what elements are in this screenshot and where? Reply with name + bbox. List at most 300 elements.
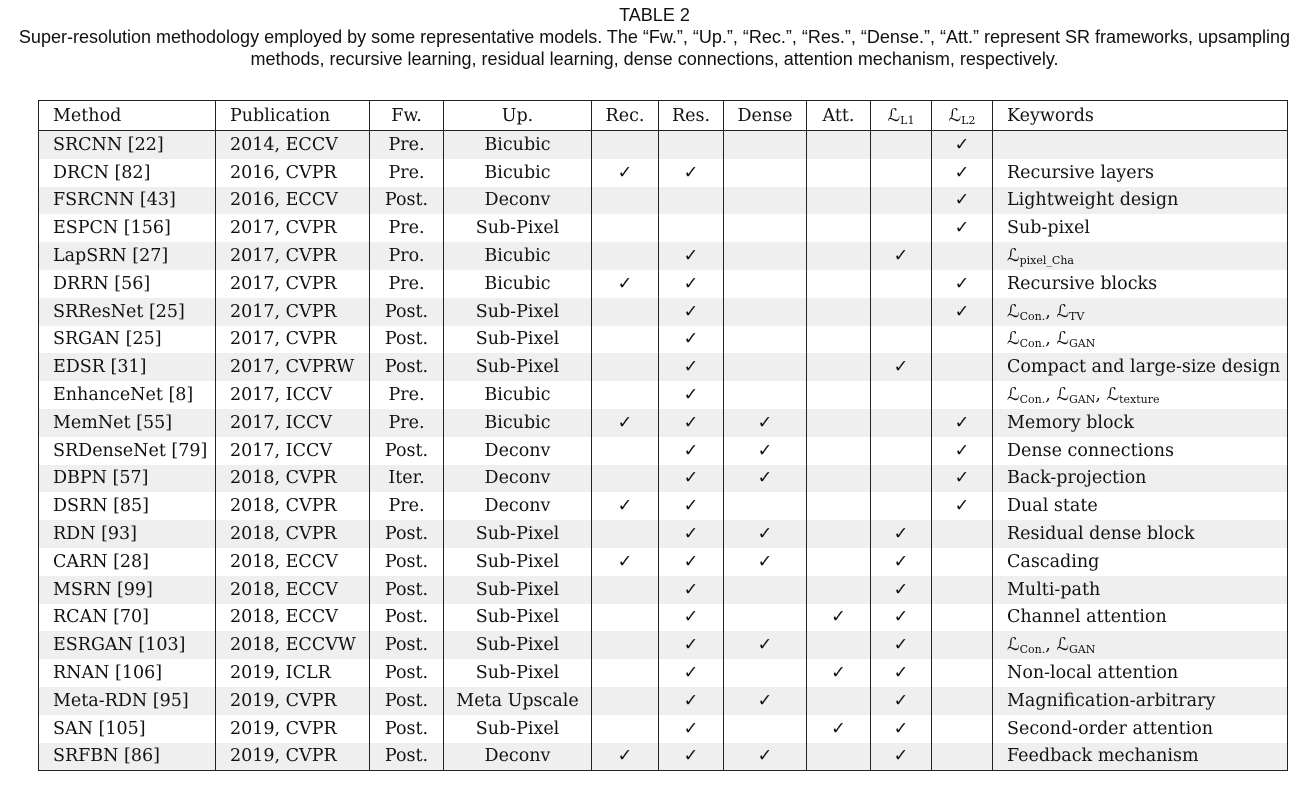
dense-check-cell (724, 298, 807, 326)
checkmark-icon: ✓ (683, 607, 699, 628)
method-cell: SAN [105] (39, 715, 216, 743)
keywords-cell: Multi-path (993, 576, 1288, 604)
table-row (39, 381, 1288, 409)
recursive-check-cell (592, 159, 659, 187)
header-att: Att. (807, 101, 871, 131)
l2-loss-check-cell (932, 381, 993, 409)
dense-check-cell (724, 242, 807, 270)
header-up: Up. (444, 101, 592, 131)
residual-check-cell (659, 187, 724, 215)
table-body (39, 131, 1288, 771)
checkmark-icon: ✓ (954, 440, 970, 461)
loss-symbol: ℒ (1007, 301, 1020, 322)
method-cell: RNAN [106] (39, 659, 216, 687)
publication-cell: 2014, ECCV (216, 131, 370, 159)
checkmark-icon: ✓ (683, 468, 699, 489)
method-cell: SRCNN [22] (39, 131, 216, 159)
recursive-check-cell (592, 242, 659, 270)
l1-loss-check-cell (871, 298, 932, 326)
header-l1-symbol: ℒ (887, 105, 901, 126)
checkmark-icon: ✓ (683, 246, 699, 267)
residual-check-cell (659, 687, 724, 715)
checkmark-icon: ✓ (617, 496, 633, 517)
dense-check-cell (724, 214, 807, 242)
attention-check-cell (807, 659, 871, 687)
l1-loss-check-cell (871, 270, 932, 298)
residual-check-cell (659, 715, 724, 743)
checkmark-icon: ✓ (683, 385, 699, 406)
method-cell: DRCN [82] (39, 159, 216, 187)
publication-cell: 2018, CVPR (216, 492, 370, 520)
framework-cell: Post. (370, 743, 444, 771)
l2-loss-check-cell (932, 159, 993, 187)
l2-loss-check-cell (932, 715, 993, 743)
table-row (39, 409, 1288, 437)
table-row (39, 326, 1288, 354)
recursive-check-cell (592, 381, 659, 409)
upsampling-cell: Bicubic (444, 131, 592, 159)
residual-check-cell (659, 242, 724, 270)
residual-check-cell (659, 353, 724, 381)
checkmark-icon: ✓ (683, 329, 699, 350)
recursive-check-cell (592, 298, 659, 326)
loss-subscript: GAN (1068, 643, 1096, 657)
loss-subscript: Con. (1019, 643, 1046, 657)
l2-loss-check-cell (932, 548, 993, 576)
residual-check-cell (659, 659, 724, 687)
checkmark-icon: ✓ (683, 357, 699, 378)
checkmark-icon: ✓ (893, 357, 909, 378)
l1-loss-check-cell (871, 631, 932, 659)
attention-check-cell (807, 743, 871, 771)
framework-cell: Post. (370, 353, 444, 381)
publication-cell: 2018, ECCV (216, 576, 370, 604)
keywords-cell: Feedback mechanism (993, 743, 1288, 771)
dense-check-cell (724, 381, 807, 409)
keywords-cell: ℒ$_{Con.}$, ℒ$_{GAN}$ (993, 631, 1288, 659)
attention-check-cell (807, 604, 871, 632)
framework-cell: Pre. (370, 214, 444, 242)
table-row (39, 298, 1288, 326)
table-row (39, 214, 1288, 242)
residual-check-cell (659, 743, 724, 771)
table-row (39, 659, 1288, 687)
dense-check-cell (724, 492, 807, 520)
loss-subscript: TV (1068, 309, 1085, 323)
dense-check-cell (724, 465, 807, 493)
publication-cell: 2016, CVPR (216, 159, 370, 187)
table-row (39, 492, 1288, 520)
checkmark-icon: ✓ (683, 496, 699, 517)
table-row (39, 743, 1288, 771)
l1-loss-check-cell (871, 520, 932, 548)
attention-check-cell (807, 353, 871, 381)
publication-cell: 2017, CVPR (216, 214, 370, 242)
upsampling-cell: Deconv (444, 492, 592, 520)
l1-loss-check-cell (871, 381, 932, 409)
l1-loss-check-cell (871, 492, 932, 520)
checkmark-icon: ✓ (893, 746, 909, 767)
checkmark-icon: ✓ (893, 663, 909, 684)
attention-check-cell (807, 520, 871, 548)
residual-check-cell (659, 159, 724, 187)
l1-loss-check-cell (871, 548, 932, 576)
checkmark-icon: ✓ (893, 718, 909, 739)
upsampling-cell: Sub-Pixel (444, 715, 592, 743)
keywords-cell: Recursive blocks (993, 270, 1288, 298)
table-row (39, 353, 1288, 381)
keywords-cell: Second-order attention (993, 715, 1288, 743)
l1-loss-check-cell (871, 687, 932, 715)
l2-loss-check-cell (932, 270, 993, 298)
checkmark-icon: ✓ (683, 746, 699, 767)
header-dense: Dense (724, 101, 807, 131)
upsampling-cell: Sub-Pixel (444, 214, 592, 242)
l1-loss-check-cell (871, 353, 932, 381)
table-row (39, 437, 1288, 465)
framework-cell: Post. (370, 520, 444, 548)
upsampling-cell: Sub-Pixel (444, 548, 592, 576)
header-l2-subscript: L2 (961, 113, 976, 127)
attention-check-cell (807, 131, 871, 159)
recursive-check-cell (592, 187, 659, 215)
dense-check-cell (724, 437, 807, 465)
upsampling-cell: Sub-Pixel (444, 298, 592, 326)
residual-check-cell (659, 326, 724, 354)
attention-check-cell (807, 548, 871, 576)
upsampling-cell: Meta Upscale (444, 687, 592, 715)
method-cell: RDN [93] (39, 520, 216, 548)
checkmark-icon: ✓ (893, 246, 909, 267)
residual-check-cell (659, 270, 724, 298)
table-row (39, 604, 1288, 632)
table-row (39, 242, 1288, 270)
table-row (39, 131, 1288, 159)
checkmark-icon: ✓ (757, 635, 773, 656)
method-cell: MSRN [99] (39, 576, 216, 604)
framework-cell: Post. (370, 437, 444, 465)
checkmark-icon: ✓ (757, 746, 773, 767)
residual-check-cell (659, 631, 724, 659)
checkmark-icon: ✓ (757, 412, 773, 433)
l1-loss-check-cell (871, 187, 932, 215)
checkmark-icon: ✓ (617, 273, 633, 294)
table-row (39, 715, 1288, 743)
residual-check-cell (659, 298, 724, 326)
dense-check-cell (724, 131, 807, 159)
checkmark-icon: ✓ (757, 551, 773, 572)
checkmark-icon: ✓ (954, 134, 970, 155)
framework-cell: Post. (370, 687, 444, 715)
l1-loss-check-cell (871, 715, 932, 743)
method-cell: LapSRN [27] (39, 242, 216, 270)
checkmark-icon: ✓ (831, 607, 846, 628)
attention-check-cell (807, 187, 871, 215)
publication-cell: 2018, CVPR (216, 520, 370, 548)
loss-subscript: texture (1119, 393, 1160, 407)
keywords-cell (993, 131, 1288, 159)
loss-symbol: ℒ (1056, 385, 1069, 406)
checkmark-icon: ✓ (954, 468, 970, 489)
upsampling-cell: Bicubic (444, 159, 592, 187)
keywords-cell: Residual dense block (993, 520, 1288, 548)
method-cell: EDSR [31] (39, 353, 216, 381)
loss-symbol: ℒ (1007, 635, 1020, 656)
recursive-check-cell (592, 214, 659, 242)
checkmark-icon: ✓ (831, 663, 846, 684)
header-keywords: Keywords (993, 101, 1288, 131)
method-cell: SRFBN [86] (39, 743, 216, 771)
l1-loss-check-cell (871, 659, 932, 687)
header-method: Method (39, 101, 216, 131)
checkmark-icon: ✓ (617, 746, 633, 767)
upsampling-cell: Sub-Pixel (444, 326, 592, 354)
residual-check-cell (659, 131, 724, 159)
l2-loss-check-cell (932, 214, 993, 242)
table-description: Super-resolution methodology employed by some representative models. The “Fw.”, “Up.”, “Rec.”, “Res.”, “Dense.”, “Att.” represent SR frameworks, upsampling methods, recursive learning, residual learning, dense connections, attention mechanism, respectively. (18, 27, 1291, 69)
keywords-cell: Magnification-arbitrary (993, 687, 1288, 715)
l2-loss-check-cell (932, 604, 993, 632)
publication-cell: 2019, CVPR (216, 715, 370, 743)
keywords-cell: ℒ$_{Con.}$, ℒ$_{TV}$ (993, 298, 1288, 326)
method-cell: DBPN [57] (39, 465, 216, 493)
attention-check-cell (807, 242, 871, 270)
l1-loss-check-cell (871, 409, 932, 437)
publication-cell: 2019, CVPR (216, 743, 370, 771)
checkmark-icon: ✓ (683, 635, 699, 656)
checkmark-icon: ✓ (617, 412, 633, 433)
loss-symbol: ℒ (1007, 385, 1020, 406)
framework-cell: Post. (370, 326, 444, 354)
checkmark-icon: ✓ (683, 690, 699, 711)
table-caption (0, 4, 1309, 70)
method-cell: FSRCNN [43] (39, 187, 216, 215)
dense-check-cell (724, 520, 807, 548)
l2-loss-check-cell (932, 187, 993, 215)
upsampling-cell: Sub-Pixel (444, 353, 592, 381)
loss-symbol: ℒ (1106, 385, 1120, 406)
method-cell: SRResNet [25] (39, 298, 216, 326)
checkmark-icon: ✓ (954, 496, 970, 517)
l2-loss-check-cell (932, 631, 993, 659)
dense-check-cell (724, 548, 807, 576)
checkmark-icon: ✓ (954, 301, 970, 322)
dense-check-cell (724, 659, 807, 687)
l2-loss-check-cell (932, 576, 993, 604)
header-row (39, 101, 1288, 131)
l2-loss-check-cell (932, 492, 993, 520)
publication-cell: 2018, ECCVW (216, 631, 370, 659)
recursive-check-cell (592, 743, 659, 771)
l2-loss-check-cell (932, 409, 993, 437)
l2-loss-check-cell (932, 659, 993, 687)
dense-check-cell (724, 409, 807, 437)
dense-check-cell (724, 353, 807, 381)
attention-check-cell (807, 381, 871, 409)
method-cell: RCAN [70] (39, 604, 216, 632)
attention-check-cell (807, 159, 871, 187)
keywords-cell: Dense connections (993, 437, 1288, 465)
checkmark-icon: ✓ (954, 218, 970, 239)
recursive-check-cell (592, 687, 659, 715)
keywords-cell: Sub-pixel (993, 214, 1288, 242)
checkmark-icon: ✓ (893, 607, 909, 628)
residual-check-cell (659, 437, 724, 465)
recursive-check-cell (592, 576, 659, 604)
checkmark-icon: ✓ (683, 273, 699, 294)
keywords-cell: Back-projection (993, 465, 1288, 493)
upsampling-cell: Bicubic (444, 242, 592, 270)
upsampling-cell: Sub-Pixel (444, 659, 592, 687)
l1-loss-check-cell (871, 131, 932, 159)
keywords-cell: Cascading (993, 548, 1288, 576)
publication-cell: 2016, ECCV (216, 187, 370, 215)
checkmark-icon: ✓ (893, 635, 909, 656)
loss-symbol: ℒ (1007, 329, 1020, 350)
l1-loss-check-cell (871, 214, 932, 242)
framework-cell: Iter. (370, 465, 444, 493)
residual-check-cell (659, 576, 724, 604)
dense-check-cell (724, 631, 807, 659)
upsampling-cell: Sub-Pixel (444, 631, 592, 659)
dense-check-cell (724, 326, 807, 354)
checkmark-icon: ✓ (893, 524, 909, 545)
keywords-cell: ℒ$_{Con.}$, ℒ$_{GAN}$, ℒ$_{texture}$ (993, 381, 1288, 409)
recursive-check-cell (592, 270, 659, 298)
recursive-check-cell (592, 409, 659, 437)
checkmark-icon: ✓ (893, 579, 909, 600)
header-l2 (932, 101, 993, 131)
framework-cell: Pro. (370, 242, 444, 270)
header-l2-symbol: ℒ (948, 105, 962, 126)
recursive-check-cell (592, 520, 659, 548)
publication-cell: 2017, CVPRW (216, 353, 370, 381)
table-row (39, 687, 1288, 715)
checkmark-icon: ✓ (757, 468, 773, 489)
keywords-cell: Lightweight design (993, 187, 1288, 215)
publication-cell: 2018, CVPR (216, 465, 370, 493)
loss-symbol: ℒ (1056, 635, 1069, 656)
framework-cell: Pre. (370, 381, 444, 409)
header-rec: Rec. (592, 101, 659, 131)
l1-loss-check-cell (871, 437, 932, 465)
loss-subscript: GAN (1068, 337, 1096, 351)
loss-symbol: ℒ (1056, 329, 1069, 350)
publication-cell: 2017, CVPR (216, 242, 370, 270)
framework-cell: Pre. (370, 409, 444, 437)
upsampling-cell: Bicubic (444, 270, 592, 298)
checkmark-icon: ✓ (954, 162, 970, 183)
checkmark-icon: ✓ (683, 551, 699, 572)
table-row (39, 159, 1288, 187)
l2-loss-check-cell (932, 326, 993, 354)
checkmark-icon: ✓ (683, 718, 699, 739)
dense-check-cell (724, 159, 807, 187)
upsampling-cell: Sub-Pixel (444, 576, 592, 604)
loss-symbol: ℒ (1007, 246, 1020, 267)
checkmark-icon: ✓ (683, 663, 699, 684)
publication-cell: 2019, ICLR (216, 659, 370, 687)
l2-loss-check-cell (932, 520, 993, 548)
attention-check-cell (807, 298, 871, 326)
method-cell: DSRN [85] (39, 492, 216, 520)
upsampling-cell: Bicubic (444, 409, 592, 437)
keywords-cell: Compact and large-size design (993, 353, 1288, 381)
recursive-check-cell (592, 604, 659, 632)
checkmark-icon: ✓ (617, 551, 633, 572)
publication-cell: 2017, CVPR (216, 270, 370, 298)
residual-check-cell (659, 465, 724, 493)
dense-check-cell (724, 604, 807, 632)
framework-cell: Post. (370, 187, 444, 215)
checkmark-icon: ✓ (954, 273, 970, 294)
method-cell: Meta-RDN [95] (39, 687, 216, 715)
checkmark-icon: ✓ (683, 162, 699, 183)
checkmark-icon: ✓ (683, 579, 699, 600)
attention-check-cell (807, 576, 871, 604)
checkmark-icon: ✓ (893, 551, 909, 572)
loss-subscript: Con. (1019, 393, 1046, 407)
method-cell: DRRN [56] (39, 270, 216, 298)
checkmark-icon: ✓ (757, 524, 773, 545)
residual-check-cell (659, 604, 724, 632)
upsampling-cell: Bicubic (444, 381, 592, 409)
publication-cell: 2017, CVPR (216, 326, 370, 354)
l1-loss-check-cell (871, 604, 932, 632)
dense-check-cell (724, 187, 807, 215)
framework-cell: Post. (370, 659, 444, 687)
framework-cell: Pre. (370, 492, 444, 520)
l2-loss-check-cell (932, 687, 993, 715)
attention-check-cell (807, 687, 871, 715)
framework-cell: Post. (370, 631, 444, 659)
attention-check-cell (807, 437, 871, 465)
recursive-check-cell (592, 659, 659, 687)
method-cell: CARN [28] (39, 548, 216, 576)
publication-cell: 2017, ICCV (216, 381, 370, 409)
publication-cell: 2017, ICCV (216, 437, 370, 465)
framework-cell: Post. (370, 576, 444, 604)
checkmark-icon: ✓ (683, 412, 699, 433)
framework-cell: Post. (370, 715, 444, 743)
checkmark-icon: ✓ (683, 440, 699, 461)
loss-subscript: pixel_Cha (1019, 254, 1074, 268)
dense-check-cell (724, 687, 807, 715)
keywords-cell: Memory block (993, 409, 1288, 437)
dense-check-cell (724, 270, 807, 298)
loss-subscript: Con. (1019, 337, 1046, 351)
residual-check-cell (659, 381, 724, 409)
attention-check-cell (807, 631, 871, 659)
table-row (39, 520, 1288, 548)
l2-loss-check-cell (932, 465, 993, 493)
method-cell: ESPCN [156] (39, 214, 216, 242)
framework-cell: Pre. (370, 131, 444, 159)
checkmark-icon: ✓ (683, 301, 699, 322)
checkmark-icon: ✓ (757, 690, 773, 711)
checkmark-icon: ✓ (757, 440, 773, 461)
l1-loss-check-cell (871, 576, 932, 604)
loss-symbol: ℒ (1056, 301, 1069, 322)
publication-cell: 2018, ECCV (216, 604, 370, 632)
l2-loss-check-cell (932, 353, 993, 381)
keywords-cell: Dual state (993, 492, 1288, 520)
upsampling-cell: Deconv (444, 743, 592, 771)
dense-check-cell (724, 715, 807, 743)
l2-loss-check-cell (932, 242, 993, 270)
l2-loss-check-cell (932, 743, 993, 771)
checkmark-icon: ✓ (617, 162, 633, 183)
